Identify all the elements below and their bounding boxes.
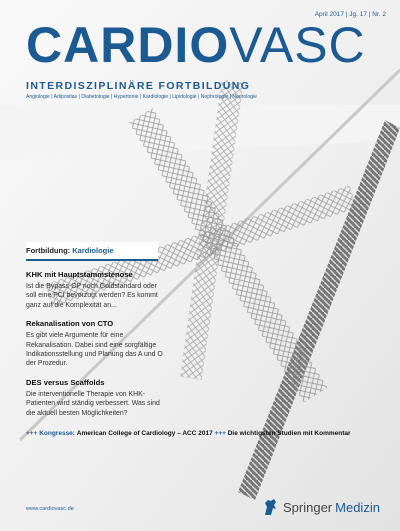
publisher-name: Springer [283, 499, 333, 515]
article-list [26, 270, 166, 427]
title-light: VASC [229, 17, 366, 73]
disciplines-list: Angiologie | Adipositas | Diabetologie | Hypertonie | Kardiologie | Lipidologie | Nephrologie | Neurologie [26, 94, 257, 100]
ticker-plus: +++ [214, 430, 226, 437]
article-teaser [26, 319, 166, 369]
section-heading [26, 242, 158, 260]
ticker-plus: +++ [26, 430, 38, 437]
article-title: DES versus Scaffolds [26, 377, 105, 387]
section-divider [26, 259, 158, 261]
ticker-tagline: Die wichtigsten Studien mit Kommentar [227, 430, 351, 437]
masthead-title [26, 17, 366, 73]
issue-info: April 2017 | Jg. 17 | Nr. 2 [314, 11, 386, 18]
ticker-label: Kongresse: [39, 430, 75, 437]
website-url: www.cardiovasc.de [26, 506, 74, 512]
section-heading-label: Fortbildung: [26, 246, 71, 255]
article-title: Rekanalisation von CTO [26, 319, 114, 329]
title-bold: CARDIO [26, 17, 230, 73]
section-heading-value: Kardiologie [72, 246, 114, 255]
ticker-event: American College of Cardiology – ACC 2017 [76, 430, 213, 437]
masthead-subtitle: INTERDISZIPLINÄRE FORTBILDUNG [26, 80, 251, 92]
congress-ticker [26, 430, 386, 437]
article-teaser [26, 378, 166, 418]
article-summary: Die interventionelle Therapie von KHK-Patienten wird ständig verbessert. Was sind die aktuell besten Möglichkeiten? [26, 390, 160, 417]
springer-horse-icon [262, 497, 280, 517]
article-summary: Ist die Bypass-OP noch Goldstandard oder soll eine PCI bevorzugt werden? Es kommt ganz auf die Komplexität an... [26, 283, 158, 309]
article-summary: Es gibt viele Argumente für eine Rekanalisation. Dabei sind eine sorgfältige Indikationsstellung und Planung das A und O der Prozedur. [26, 332, 163, 368]
publisher-logo [262, 497, 380, 517]
publisher-imprint: Medizin [335, 499, 380, 515]
article-title: KHK mit Hauptstammstenose [26, 270, 133, 279]
article-teaser [26, 270, 166, 310]
